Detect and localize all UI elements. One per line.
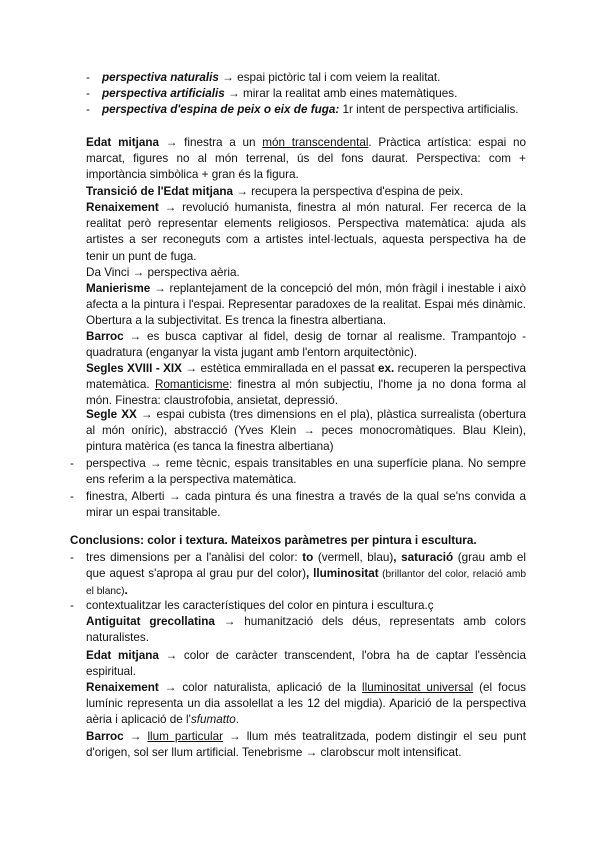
text: → humanització dels déus, representats amb colors naturalistes. bbox=[86, 615, 526, 645]
term: , saturació bbox=[393, 551, 454, 564]
color-antiguitat bbox=[0, 614, 600, 646]
color-list bbox=[0, 550, 600, 601]
bullet-dash: - bbox=[86, 71, 90, 84]
term: Manierisme bbox=[86, 282, 151, 295]
underlined-text: món transcendental bbox=[262, 136, 369, 149]
term: Segles XVIII - XIX bbox=[86, 362, 182, 375]
text: (grau amb el que aquest s'apropa al grau pur del color) bbox=[86, 551, 526, 581]
concept-list bbox=[0, 489, 600, 521]
term: Edat mitjana bbox=[86, 136, 159, 149]
text: → espai cubista (tres dimensions en el pla), plàstica surrealista (obertura al món oníric), abstracció (Yves Klein → peces monocromàtiques. Blau Klein), pintura matèrica (es tanca la finestra albertiana) bbox=[86, 408, 526, 454]
list-item bbox=[0, 489, 600, 521]
list-item bbox=[0, 70, 600, 86]
period-block bbox=[0, 614, 600, 646]
text: . bbox=[124, 584, 128, 598]
term: to bbox=[302, 551, 314, 564]
term: Antiguitat grecollatina bbox=[86, 615, 215, 628]
text: contextualitzar les característiques del color en pintura i escultura.ç bbox=[86, 599, 434, 612]
color-barroc bbox=[0, 729, 600, 761]
period-block bbox=[0, 648, 600, 680]
period-manierisme bbox=[0, 281, 600, 330]
color-edat-mitjana bbox=[0, 648, 600, 680]
bullet-dash: - bbox=[70, 457, 74, 470]
period-block bbox=[0, 281, 600, 330]
text: → estètica emmirallada en el passat bbox=[181, 362, 379, 375]
list-item bbox=[0, 550, 600, 601]
definition: 1r intent de perspectiva artificialis. bbox=[339, 103, 519, 117]
term: Transició de l'Edat mitjana bbox=[86, 185, 233, 198]
text: recuperen la perspectiva matemàtica. bbox=[86, 362, 526, 392]
list-item bbox=[0, 456, 600, 488]
text: finestra, Alberti → cada pintura és una finestra a través de la qual se'ns convida a mirar un espai transitable. bbox=[86, 490, 526, 520]
text: → llum més teatralitzada, podem distingir el seu punt d'origen, sol ser llum artificial. Tenebrisme → clarobscur molt intensificat. bbox=[86, 730, 526, 760]
bullet-dash: - bbox=[70, 490, 74, 503]
underlined-text: Romanticisme bbox=[154, 378, 230, 392]
color-renaixement bbox=[0, 680, 600, 729]
term: Edat mitjana bbox=[86, 649, 159, 662]
text: → color de caràcter transcendent, l'obra ha de captar l'essència espiritual. bbox=[86, 649, 526, 679]
period-segles bbox=[0, 361, 600, 410]
bullet-dash: - bbox=[70, 551, 74, 564]
underlined-text: lluminositat universal bbox=[362, 681, 474, 694]
text: → es busca captivar al fidel, desig de tornar al realisme. Trampantojo - quadratura (enganyar la vista jugant amb l'entorn arquitectònic). bbox=[86, 330, 526, 360]
text: → finestra a un bbox=[159, 136, 263, 149]
term: ex. bbox=[378, 362, 395, 375]
period-transicio bbox=[0, 184, 600, 200]
period-block bbox=[0, 729, 600, 761]
bullet-dash: - bbox=[86, 103, 90, 117]
term: Renaixement bbox=[86, 681, 159, 694]
definition: → mirar la realitat amb eines matemàtiques. bbox=[224, 87, 458, 101]
text: perspectiva → reme tècnic, espais transitables en una superfície plana. No sempre ens referim a la perspectiva matemàtica. bbox=[86, 457, 526, 487]
periods-section bbox=[0, 135, 600, 184]
conclusions-heading: Conclusions: color i textura. Mateixos paràmetres per pintura i escultura. bbox=[70, 534, 477, 547]
text: . Pràctica artística: espai no marcat, figures no al món terrenal, ús del fons daurat. Perspectiva: com + importància simbòlica + gran és la figura. bbox=[86, 136, 526, 182]
period-block bbox=[0, 200, 600, 265]
term: Barroc bbox=[86, 330, 124, 343]
period-block bbox=[0, 265, 600, 281]
period-segle-xx bbox=[0, 407, 600, 456]
period-edat-mitjana bbox=[0, 135, 600, 184]
text: (el focus lumínic representa un dia assolellat a les 12 del migdia). Aparició de la perspectiva aèria i aplicació de l' bbox=[86, 681, 527, 727]
text: → recupera la perspectiva d'espina de peix. bbox=[232, 185, 464, 198]
text: → bbox=[123, 730, 148, 743]
text: tres dimensions per a l'anàlisi del color: bbox=[86, 551, 303, 564]
italic-text: sfumatto bbox=[190, 713, 236, 727]
term: Barroc bbox=[86, 730, 124, 743]
bullet-dash: - bbox=[70, 599, 74, 612]
definition: → espai pictòric tal i com veiem la realitat. bbox=[218, 71, 441, 84]
color-list bbox=[0, 598, 600, 614]
term: Renaixement bbox=[86, 201, 159, 214]
period-block bbox=[0, 680, 600, 729]
conclusions-heading-block bbox=[0, 533, 600, 549]
period-block bbox=[0, 329, 600, 361]
text: : finestra al món subjectiu, l'home ja no dona forma al món. Finestra: claustrofobia, ansietat, depressió. bbox=[86, 378, 526, 408]
term: perspectiva d'espina de peix o eix de fuga: bbox=[102, 103, 340, 117]
term: , lluminositat bbox=[306, 567, 379, 581]
bullet-dash: - bbox=[86, 87, 90, 101]
list-item bbox=[0, 86, 600, 102]
text: → color naturalista, aplicació de la bbox=[158, 681, 363, 694]
text: → replantejament de la concepció del món, món fràgil i inestable i això afecta a la pintura i l'espai. Representar paradoxes de la realitat. Espai més dinàmic. Obertura a la subjectivitat. Es trenca la finestra albertiana. bbox=[86, 282, 526, 328]
perspective-types-list bbox=[0, 70, 600, 119]
term: Segle XX bbox=[86, 408, 137, 421]
term: perspectiva artificialis bbox=[102, 87, 225, 101]
period-barroc bbox=[0, 329, 600, 361]
period-block bbox=[0, 361, 600, 410]
period-block bbox=[0, 184, 600, 200]
text: . bbox=[235, 713, 239, 727]
period-renaixement bbox=[0, 200, 600, 265]
underlined-text: llum particular bbox=[147, 730, 223, 743]
list-item bbox=[0, 102, 600, 118]
concept-list bbox=[0, 456, 600, 488]
list-item bbox=[0, 598, 600, 614]
term: perspectiva naturalis bbox=[102, 71, 219, 84]
text: (vermell, blau) bbox=[313, 551, 394, 564]
da-vinci-note: Da Vinci → perspectiva aèria. bbox=[86, 266, 240, 279]
small-text: (brillantor del color, relació amb el blanc) bbox=[86, 569, 526, 598]
text: → revolució humanista, finestra al món natural. Fer recerca de la realitat però representar elements religiosos. Perspectiva matemàtica: ajuda als artistes a ser reconeguts com a artistes intel·lectuals, aquesta perspectiva ha de tenir un punt de fuga. bbox=[86, 201, 526, 263]
period-block bbox=[0, 407, 600, 456]
